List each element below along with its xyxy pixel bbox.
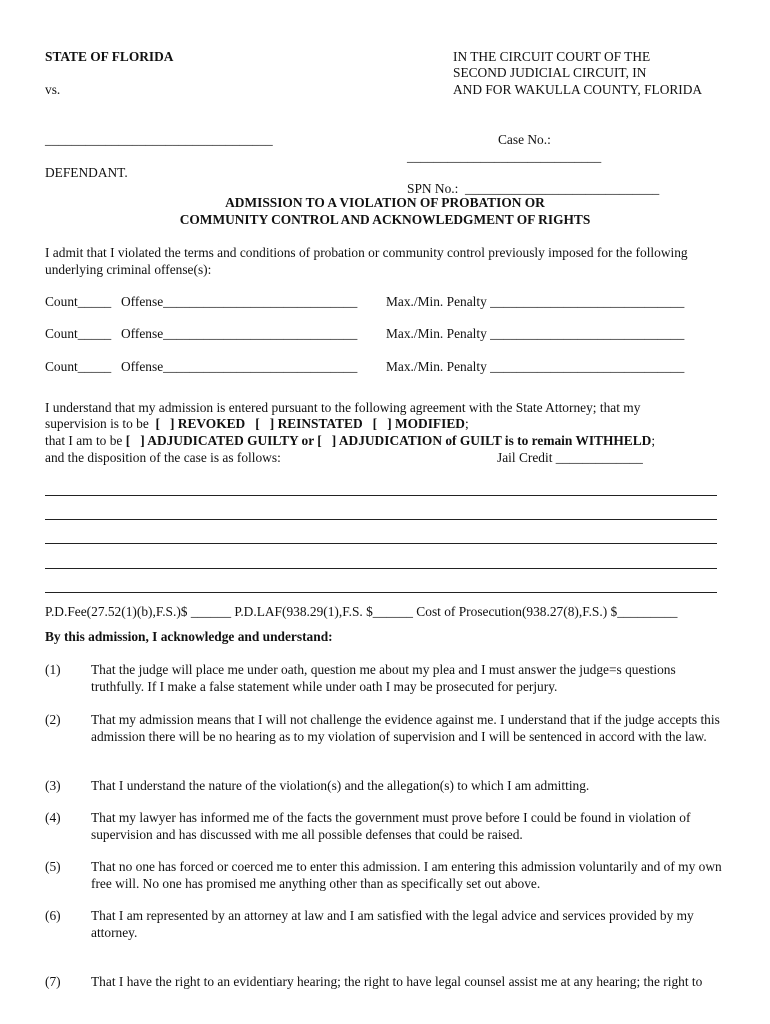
item-number: (5) <box>45 859 61 874</box>
agreement-line-1: I understand that my admission is entered pursuant to the following agreement with the State Attorney; that my <box>45 400 641 415</box>
acknowledge-heading: By this admission, I acknowledge and understand: <box>45 629 333 644</box>
disposition-line[interactable] <box>45 568 717 569</box>
vs-label: vs. <box>45 82 61 97</box>
penalty-field[interactable]: Max./Min. Penalty _____________________________ <box>386 326 685 341</box>
disposition-line[interactable] <box>45 495 717 496</box>
defendant-label: DEFENDANT. <box>45 165 128 180</box>
item-text: That my lawyer has informed me of the facts the government must prove before I could be found in violation of supervision and has discussed with me all possible defenses that could be raised. <box>91 810 691 842</box>
item-number: (3) <box>45 778 61 793</box>
agreement-adjudication-line <box>45 432 655 449</box>
adjudication-prefix: that I am to be <box>45 433 126 448</box>
item-number: (2) <box>45 712 61 727</box>
state-caption: STATE OF FLORIDA <box>45 49 174 64</box>
item-text: That I have the right to an evidentiary hearing; the right to have legal counsel assist me at any hearing; the right to <box>91 974 703 989</box>
item-number: (1) <box>45 662 61 677</box>
fees-line[interactable]: P.D.Fee(27.52(1)(b),F.S.)$ ______ P.D.LAF(938.29(1),F.S. $______ Cost of Prosecution(938.27(8),F.S.) $_________ <box>45 604 678 619</box>
jail-credit-field[interactable]: Jail Credit _____________ <box>497 450 643 465</box>
intro-paragraph: I admit that I violated the terms and conditions of probation or community control previously imposed for the following underlying criminal offense(s): <box>45 245 688 277</box>
supervision-options[interactable]: [ ] REVOKED [ ] REINSTATED [ ] MODIFIED <box>155 416 465 431</box>
item-number: (6) <box>45 908 61 923</box>
court-line-2: SECOND JUDICIAL CIRCUIT, IN <box>453 65 647 80</box>
supervision-prefix: supervision is to be <box>45 416 156 431</box>
item-text: That I am represented by an attorney at law and I am satisfied with the legal advice and services provided by my attorney. <box>91 908 694 940</box>
case-no-label: Case No.: <box>498 132 551 147</box>
penalty-field[interactable]: Max./Min. Penalty _____________________________ <box>386 294 685 309</box>
form-title-line-1: ADMISSION TO A VIOLATION OF PROBATION OR <box>225 195 545 210</box>
court-line-3: AND FOR WAKULLA COUNTY, FLORIDA <box>453 82 703 97</box>
offense-field[interactable]: Offense_____________________________ <box>121 294 358 309</box>
spn-field[interactable]: SPN No.: _____________________________ <box>407 181 660 196</box>
supervision-suffix: ; <box>464 416 469 431</box>
item-text: That the judge will place me under oath, question me about my plea and I must answer the judge=s questions truthfully. If I make a false statement while under oath I may be prosecuted for perjury. <box>91 662 676 694</box>
item-text: That no one has forced or coerced me to enter this admission. I am entering this admission voluntarily and of my own free will. No one has promised me anything other than as specifically set out above. <box>91 859 722 891</box>
item-number: (4) <box>45 810 61 825</box>
item-number: (7) <box>45 974 61 989</box>
disposition-line[interactable] <box>45 543 717 544</box>
offense-field[interactable]: Offense_____________________________ <box>121 359 358 374</box>
item-text: That I understand the nature of the violation(s) and the allegation(s) to which I am admitting. <box>91 778 590 793</box>
count-field[interactable]: Count_____ <box>45 359 112 374</box>
penalty-field[interactable]: Max./Min. Penalty _____________________________ <box>386 359 685 374</box>
disposition-label: and the disposition of the case is as follows: <box>45 450 281 465</box>
case-no-blank[interactable]: _____________________________ <box>407 149 602 164</box>
disposition-line[interactable] <box>45 519 717 520</box>
agreement-supervision-line <box>45 415 469 432</box>
item-text: That my admission means that I will not challenge the evidence against me. I understand that if the judge accepts this admission there will be no hearing as to my violation of supervision and I will be sentenced in accord with the law. <box>91 712 720 744</box>
count-field[interactable]: Count_____ <box>45 294 112 309</box>
adjudication-options[interactable]: [ ] ADJUDICATED GUILTY or [ ] ADJUDICATION of GUILT is to remain WITHHELD <box>125 433 652 448</box>
adjudication-suffix: ; <box>651 433 656 448</box>
count-field[interactable]: Count_____ <box>45 326 112 341</box>
defendant-name-blank[interactable]: __________________________________ <box>45 132 273 147</box>
form-title-line-2: COMMUNITY CONTROL AND ACKNOWLEDGMENT OF RIGHTS <box>179 212 591 227</box>
court-line-1: IN THE CIRCUIT COURT OF THE <box>453 49 651 64</box>
offense-field[interactable]: Offense_____________________________ <box>121 326 358 341</box>
disposition-line[interactable] <box>45 592 717 593</box>
